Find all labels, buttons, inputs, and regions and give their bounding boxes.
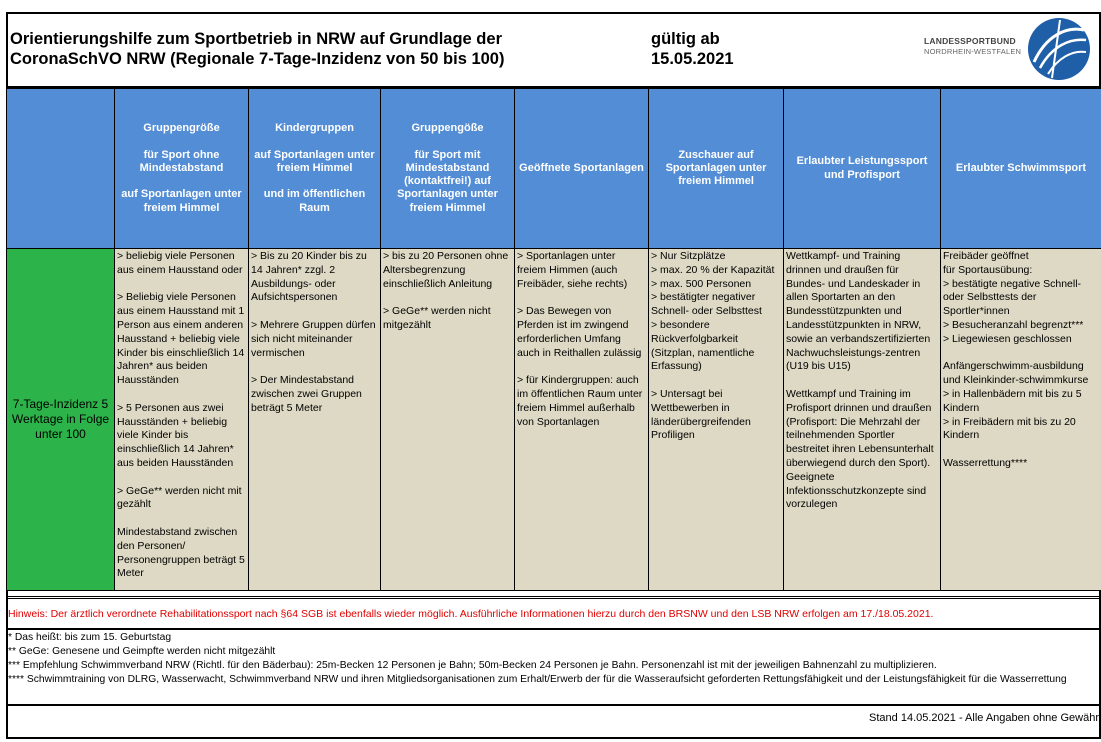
cell-schwimmsport: Freibäder geöffnet für Sportausübung: > bestätigte negative Schnell- oder Selbsttests der Sportler*innen > Besucheranzahl begrenzt*** > Liegewiesen geschlossen Anfängerschwimm-ausbildung und Kleinkinder-schwimmkurse > in Hallenbädern mit bis zu 5 Kindern > in Freibädern mit bis zu 20 Kindern Wasserrettung**** bbox=[941, 249, 1101, 591]
row-label-inzidenz: 7-Tage-Inzidenz 5 Werktage in Folge unter 100 bbox=[7, 249, 115, 591]
document-header bbox=[6, 12, 1101, 88]
footnote: **** Schwimmtraining von DLRG, Wasserwacht, Schwimmverband NRW und ihren Mitgliedsorganisationen zum Erhalt/Erwerb der für die Wasseraufsicht geforderten Rettungsfähigkeit und der Leistungsfähigkeit für die Wasserrettung bbox=[8, 674, 1067, 685]
page-title: Orientierungshilfe zum Sportbetrieb in NRW auf Grundlage der CoronaSchVO NRW (Regionale 7-Tage-Inzidenz von 50 bis 100) bbox=[10, 30, 505, 68]
cell-gruppengroesse: > beliebig viele Personen aus einem Hausstand oder > Beliebig viele Personen aus einem Hausstand mit 1 Person aus einem anderen Hausstand + beliebig viele Kinder bis einschließlich 14 Jahren* aus beiden Hausständen > 5 Personen aus zwei Hausständen + beliebig viele Kinder bis einschließlich 14 Jahren* aus beiden Hausständen > GeGe** werden nicht mit gezählt Mindestabstand zwischen den Personen/ Personengruppen beträgt 5 Meter bbox=[115, 249, 249, 591]
validity-date: gültig ab 15.05.2021 bbox=[651, 30, 734, 68]
cell-gruppengroesse-mit-abstand: > bis zu 20 Personen ohne Altersbegrenzung einschließlich Anleitung > GeGe** werden nicht mitgezählt bbox=[381, 249, 515, 591]
table-header-row bbox=[7, 89, 1101, 249]
header-zuschauer: Zuschauer auf Sportanlagen unter freiem Himmel bbox=[649, 89, 784, 249]
cell-leistungssport: Wettkampf- und Training drinnen und draußen für Bundes- und Landeskader in allen Sportarten an den Bundesstützpunkten und Landesstützpunkten in NRW, sowie an verbandszertifizierten Nachwuchsleistungs-zentren (U19 bis U15) Wettkampf und Training im Profisport drinnen und draußen (Profisport: Die Mehrzahl der teilnehmenden Sportler bestreitet ihren Lebensunterhalt überwiegend durch den Sport). Geeignete Infektionsschutzkonzepte sind vorzulegen bbox=[784, 249, 941, 591]
cell-geoeffnete-sportanlagen: > Sportanlagen unter freiem Himmen (auch Freibäder, siehe rechts) > Das Bewegen von Pferden ist im zwingend erforderlichen Umfang auch in Reithallen zulässig > für Kindergruppen: auch im öffentlichen Raum unter freiem Himmel außerhalb von Sportanlagen bbox=[515, 249, 649, 591]
logo-wordmark: LANDESSPORTBUND NORDRHEIN-WESTFALEN bbox=[924, 36, 1022, 56]
header-gruppengroesse-mit-abstand: Gruppengöße für Sport mit Mindestabstand (kontaktfrei!) auf Sportanlagen unter freiem Himmel bbox=[381, 89, 515, 249]
footnote: *** Empfehlung Schwimmverband NRW (Richtl. für den Bäderbau): 25m-Becken 12 Personen je Bahn; 50m-Becken 24 Personen je Bahn. Personenzahl ist mit der jeweiligen Bahnenzahl zu multiplizieren. bbox=[8, 660, 937, 671]
header-leistungssport: Erlaubter Leistungssport und Profisport bbox=[784, 89, 941, 249]
lsb-logo-icon bbox=[1026, 16, 1092, 82]
footnote: * Das heißt: bis zum 15. Geburtstag bbox=[8, 632, 172, 643]
header-kindergruppen: Kindergruppen auf Sportanlagen unter freiem Himmel und im öffentlichen Raum bbox=[249, 89, 381, 249]
cell-zuschauer: > Nur Sitzplätze > max. 20 % der Kapazität > max. 500 Personen > bestätigter negativer Schnell- oder Selbsttest > besondere Rückverfolgbarkeit (Sitzplan, namentliche Erfassung) > Untersagt bei Wettbewerben in länderübergreifenden Profiligen bbox=[649, 249, 784, 591]
cell-kindergruppen: > Bis zu 20 Kinder bis zu 14 Jahren* zzgl. 2 Ausbildungs- oder Aufsichtspersonen > Mehrere Gruppen dürfen sich nicht miteinander vermischen > Der Mindestabstand zwischen zwei Gruppen beträgt 5 Meter bbox=[249, 249, 381, 591]
header-geoeffnete-sportanlagen: Geöffnete Sportanlagen bbox=[515, 89, 649, 249]
header-schwimmsport: Erlaubter Schwimmsport bbox=[941, 89, 1101, 249]
rehab-hint: Hinweis: Der ärztlich verordnete Rehabilitationssport nach §64 SGB ist ebenfalls wieder möglich. Ausführliche Informationen hierzu durch den BRSNW und den LSB NRW erfolgen am 17./18.05.2021. bbox=[6, 596, 1101, 630]
footnotes bbox=[6, 630, 1101, 706]
header-gruppengroesse: Gruppengröße für Sport ohne Mindestabstand auf Sportanlagen unter freiem Himmel bbox=[115, 89, 249, 249]
table-row bbox=[7, 249, 1101, 591]
header-empty-cell bbox=[7, 89, 115, 249]
stand-disclaimer: Stand 14.05.2021 - Alle Angaben ohne Gewähr bbox=[869, 712, 1099, 724]
footnote: ** GeGe: Genesene und Geimpfte werden nicht mitgezählt bbox=[8, 646, 276, 657]
rules-table bbox=[6, 88, 1101, 591]
